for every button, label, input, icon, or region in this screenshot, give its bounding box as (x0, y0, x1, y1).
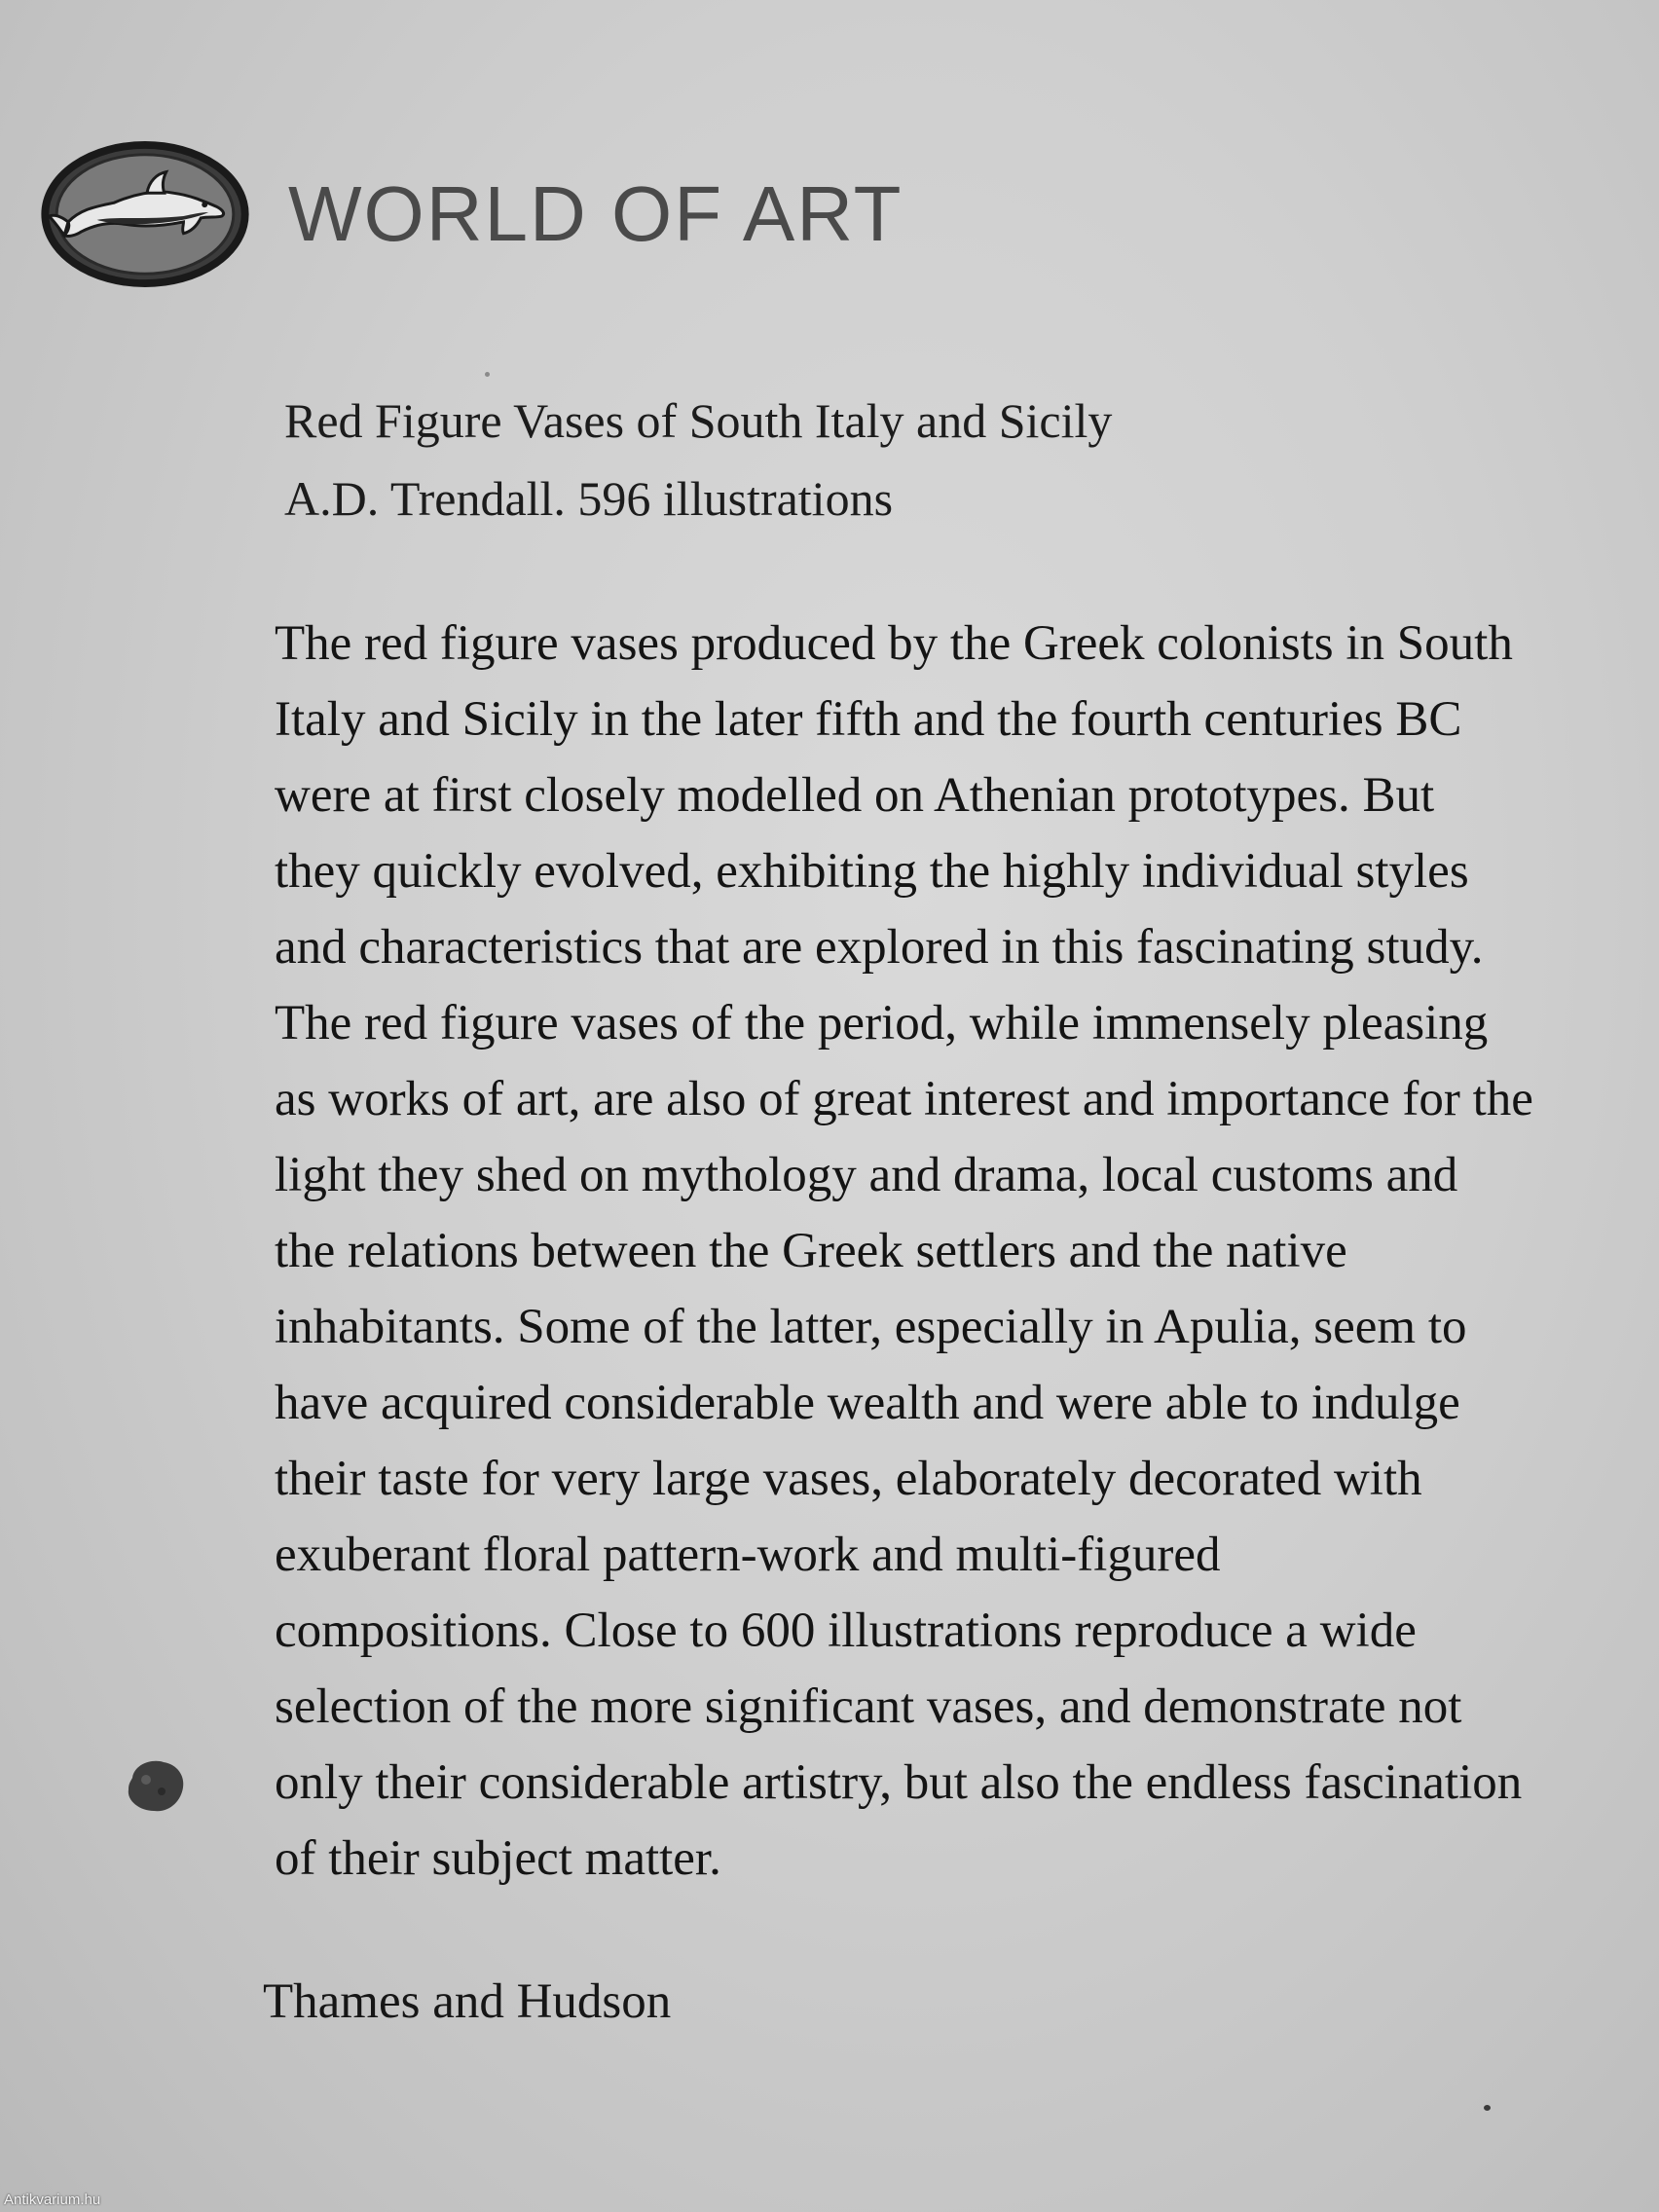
blurb-line: as works of art, are also of great interest and importance for the (275, 1072, 1533, 1126)
ink-stain (123, 1756, 187, 1815)
series-header (39, 136, 903, 292)
paper-speck (485, 372, 490, 377)
blurb-line: and characteristics that are explored in this fascinating study. (275, 920, 1484, 975)
blurb-line: inhabitants. Some of the latter, especially in Apulia, seem to (275, 1300, 1467, 1354)
blurb-line: exuberant floral pattern-work and multi-figured (275, 1528, 1221, 1582)
blurb-line: only their considerable artistry, but also the endless fascination (275, 1755, 1523, 1810)
book-info (284, 382, 1112, 537)
blurb-line: light they shed on mythology and drama, local customs and (275, 1148, 1458, 1202)
blurb-paragraph (275, 606, 1638, 1897)
blurb-line: their taste for very large vases, elaborately decorated with (275, 1452, 1422, 1506)
paper-speck (1484, 2105, 1491, 2111)
blurb-line: they quickly evolved, exhibiting the highly individual styles (275, 844, 1469, 899)
blurb-line: the relations between the Greek settlers and the native (275, 1224, 1347, 1278)
series-title: WORLD OF ART (288, 170, 903, 257)
watermark: Antikvarium.hu (4, 2192, 101, 2208)
publisher-name: Thames and Hudson (263, 1974, 672, 2029)
blurb-line: have acquired considerable wealth and were able to indulge (275, 1376, 1460, 1430)
blurb-line: compositions. Close to 600 illustrations reproduce a wide (275, 1604, 1417, 1658)
blurb-line: selection of the more significant vases, and demonstrate not (275, 1679, 1462, 1734)
blurb-line: Italy and Sicily in the later fifth and the fourth centuries BC (275, 692, 1462, 747)
blurb-line: The red figure vases produced by the Greek colonists in South (275, 616, 1513, 671)
author-line: A.D. Trendall. 596 illustrations (284, 471, 894, 526)
blurb-line: were at first closely modelled on Athenian prototypes. But (275, 768, 1435, 823)
dolphin-icon (39, 139, 251, 289)
blurb-line: of their subject matter. (275, 1831, 721, 1886)
book-title: Red Figure Vases of South Italy and Sicily (284, 393, 1113, 448)
blurb-line: The red figure vases of the period, while immensely pleasing (275, 996, 1489, 1051)
